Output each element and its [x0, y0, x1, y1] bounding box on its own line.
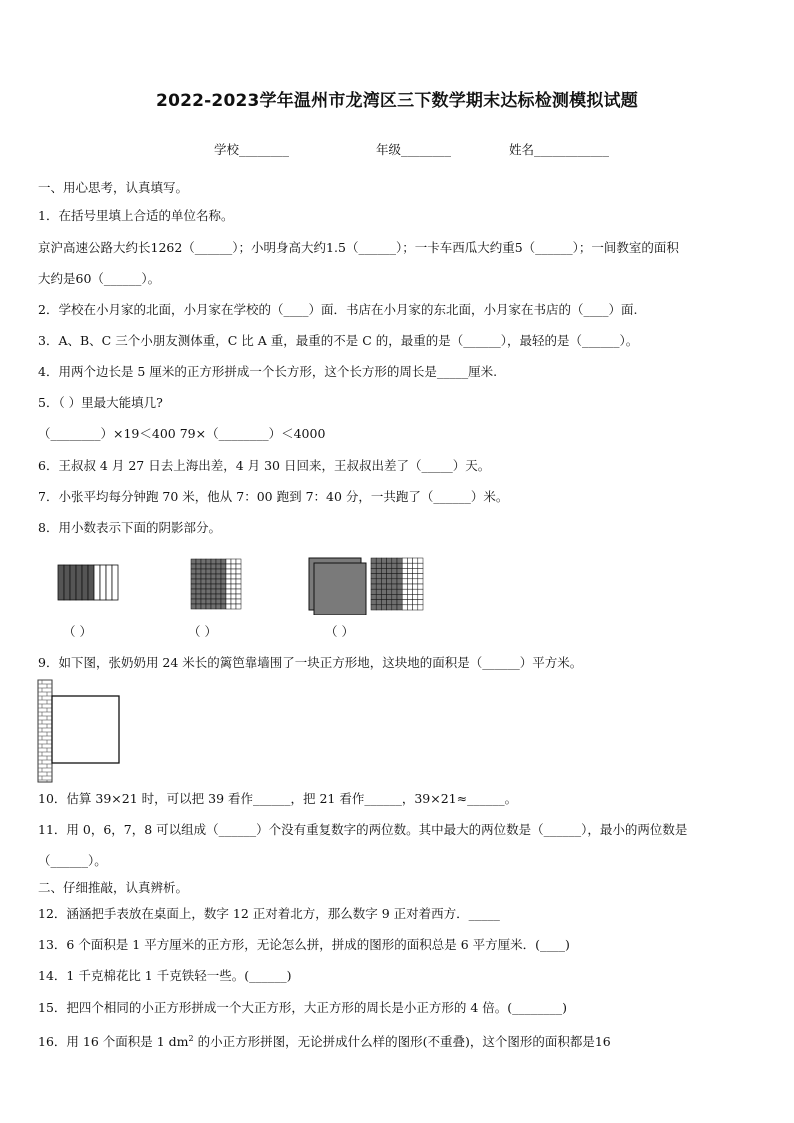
- hundredth-cell: [211, 599, 216, 604]
- hundredth-cell: [226, 569, 231, 574]
- grade-blank[interactable]: ________: [401, 142, 452, 157]
- hundredth-cell: [418, 584, 423, 589]
- hundredth-cell: [221, 574, 226, 579]
- question-16-text: 16．用 16 个面积是 1 dm: [38, 1034, 189, 1050]
- hundredth-cell: [407, 605, 412, 610]
- hundredth-cell: [387, 589, 392, 594]
- hundredth-cell: [371, 568, 376, 573]
- hundredth-cell: [221, 579, 226, 584]
- hundredth-cell: [196, 594, 201, 599]
- hundredth-cell: [191, 594, 196, 599]
- hundredth-cell: [206, 584, 211, 589]
- hundredth-cell: [407, 568, 412, 573]
- question-5-line-a: （________）×19＜400 79×（________）＜4000: [38, 426, 326, 441]
- name-label: 姓名: [509, 142, 535, 157]
- hundredth-cell: [392, 574, 397, 579]
- hundredth-cell: [376, 594, 381, 599]
- hundredth-cell: [211, 579, 216, 584]
- hundredth-cell: [407, 574, 412, 579]
- hundredth-cell: [196, 564, 201, 569]
- hundredth-cell: [413, 605, 418, 610]
- hundredth-cell: [196, 604, 201, 609]
- hundredth-cell: [418, 563, 423, 568]
- hundredth-cell: [216, 579, 221, 584]
- hundredth-cell: [201, 559, 206, 564]
- question-2: 2．学校在小月家的北面，小月家在学校的（____）面．书店在小月家的东北面，小月家在书店的（____）面.: [38, 302, 638, 317]
- hundredth-cell: [387, 558, 392, 563]
- name-field: [509, 140, 609, 158]
- hundredth-cell: [231, 604, 236, 609]
- hundredth-cell: [221, 599, 226, 604]
- hundredth-cell: [221, 569, 226, 574]
- hundredth-cell: [211, 574, 216, 579]
- hundredth-cell: [371, 558, 376, 563]
- hundredth-cell: [196, 589, 201, 594]
- hundredth-cell: [376, 579, 381, 584]
- hundredth-cell: [216, 594, 221, 599]
- hundredth-cell: [196, 579, 201, 584]
- hundredth-cell: [236, 584, 241, 589]
- school-label: 学校: [214, 142, 240, 157]
- hundredth-cell: [191, 604, 196, 609]
- question-16-text-continued: 的小正方形拼图，无论拼成什么样的图形(不重叠)，这个图形的面积都是16: [193, 1034, 611, 1050]
- hundredth-cell: [392, 584, 397, 589]
- hundredth-cell: [413, 589, 418, 594]
- hundredth-cell: [418, 600, 423, 605]
- section-2-heading: 二、仔细推敲，认真辨析。: [38, 880, 189, 895]
- hundredth-cell: [226, 574, 231, 579]
- hundredth-cell: [381, 558, 386, 563]
- hundredth-cell: [196, 569, 201, 574]
- hundredth-cell: [392, 600, 397, 605]
- question-1: 1．在括号里填上合适的单位名称。: [38, 208, 234, 223]
- hundredth-cell: [402, 558, 407, 563]
- hundredth-cell: [397, 563, 402, 568]
- hundredth-cell: [191, 564, 196, 569]
- grade-field: [376, 140, 451, 158]
- name-blank[interactable]: ____________: [534, 142, 610, 157]
- hundredth-cell: [376, 563, 381, 568]
- question-1-line-a: 京沪高速公路大约长1262（______）；小明身高大约1.5（______）；一卡车西瓜大约重5（______）；一间教室的面积: [38, 240, 679, 255]
- hundredth-cell: [392, 605, 397, 610]
- hundredth-cell: [226, 594, 231, 599]
- tenth-cell: [88, 565, 94, 600]
- hundredth-cell: [407, 584, 412, 589]
- hundred-grid-one: [191, 559, 241, 609]
- hundredth-cell: [206, 559, 211, 564]
- tenth-cell: [100, 565, 106, 600]
- hundredth-cell: [371, 574, 376, 579]
- hundredth-cell: [216, 569, 221, 574]
- hundredth-cell: [376, 584, 381, 589]
- hundredth-cell: [211, 594, 216, 599]
- hundredth-cell: [407, 558, 412, 563]
- hundredth-cell: [201, 579, 206, 584]
- hundredth-cell: [387, 600, 392, 605]
- hundredth-cell: [402, 563, 407, 568]
- hundredth-cell: [387, 605, 392, 610]
- hundredth-cell: [196, 574, 201, 579]
- hundredth-cell: [231, 589, 236, 594]
- hundredth-cell: [376, 568, 381, 573]
- hundredth-cell: [413, 563, 418, 568]
- hundredth-cell: [216, 599, 221, 604]
- hundredth-cell: [226, 579, 231, 584]
- hundredth-cell: [236, 574, 241, 579]
- hundredth-cell: [413, 594, 418, 599]
- hundredth-cell: [397, 600, 402, 605]
- hundredth-cell: [407, 594, 412, 599]
- hundredth-cell: [206, 599, 211, 604]
- figure-answer-3[interactable]: （ ）: [325, 624, 354, 639]
- fenced-square: [52, 696, 119, 763]
- hundredth-cell: [397, 605, 402, 610]
- hundredth-cell: [221, 589, 226, 594]
- hundredth-cell: [381, 574, 386, 579]
- hundredth-cell: [231, 559, 236, 564]
- hundredth-cell: [231, 584, 236, 589]
- hundredth-cell: [371, 605, 376, 610]
- hundredth-cell: [381, 584, 386, 589]
- hundredth-cell: [201, 594, 206, 599]
- tenth-cell: [94, 565, 100, 600]
- hundredth-cell: [407, 600, 412, 605]
- hundredth-cell: [397, 558, 402, 563]
- hundredth-cell: [402, 584, 407, 589]
- hundredth-cell: [206, 589, 211, 594]
- tenth-cell: [70, 565, 76, 600]
- hundredth-cell: [211, 584, 216, 589]
- hundredth-cell: [211, 564, 216, 569]
- school-field: [214, 140, 289, 158]
- square-unit-exponent: 2: [188, 1034, 194, 1043]
- hundredth-cell: [206, 579, 211, 584]
- hundredth-cell: [418, 568, 423, 573]
- hundredth-cell: [226, 564, 231, 569]
- hundredth-cell: [191, 569, 196, 574]
- hundredth-cell: [211, 559, 216, 564]
- hundredth-cell: [191, 584, 196, 589]
- hundredth-cell: [191, 559, 196, 564]
- hundredth-cell: [376, 558, 381, 563]
- hundredth-cell: [196, 559, 201, 564]
- hundredth-cell: [381, 605, 386, 610]
- hundredth-cell: [397, 574, 402, 579]
- hundredth-cell: [201, 599, 206, 604]
- hundredth-cell: [413, 600, 418, 605]
- hundredth-cell: [413, 558, 418, 563]
- hundredth-cell: [216, 589, 221, 594]
- hundredth-cell: [397, 589, 402, 594]
- hundredth-cell: [376, 600, 381, 605]
- hundredth-cell: [236, 569, 241, 574]
- grade-label: 年级: [376, 142, 402, 157]
- hundredth-cell: [231, 579, 236, 584]
- hundredth-cell: [216, 559, 221, 564]
- hundredth-cell: [371, 589, 376, 594]
- hundredth-cell: [392, 568, 397, 573]
- brick-wall: [38, 680, 52, 782]
- hundredth-cell: [236, 594, 241, 599]
- hundredth-cell: [371, 563, 376, 568]
- hundredth-cell: [226, 584, 231, 589]
- hundredth-cell: [206, 569, 211, 574]
- tenth-cell: [64, 565, 70, 600]
- hundredth-cell: [418, 574, 423, 579]
- hundredth-cell: [206, 564, 211, 569]
- hundredth-cell: [371, 594, 376, 599]
- question-9: 9．如下图，张奶奶用 24 米长的篱笆靠墙围了一块正方形地，这块地的面积是（______）平方米。: [38, 655, 583, 670]
- hundredth-cell: [211, 569, 216, 574]
- hundredth-cell: [221, 564, 226, 569]
- hundredth-cell: [231, 569, 236, 574]
- hundredth-cell: [387, 574, 392, 579]
- hundredth-cell: [413, 568, 418, 573]
- hundredth-cell: [221, 559, 226, 564]
- hundredth-cell: [371, 600, 376, 605]
- hundredth-cell: [191, 574, 196, 579]
- decimal-shading-figures: [50, 555, 440, 615]
- hundredth-cell: [216, 574, 221, 579]
- question-13: 13．6 个面积是 1 平方厘米的正方形，无论怎么拼，拼成的图形的面积总是 6 平方厘米．(____): [38, 937, 570, 952]
- school-blank[interactable]: ________: [239, 142, 290, 157]
- hundredth-cell: [402, 605, 407, 610]
- hundredth-cell: [392, 589, 397, 594]
- hundredth-cell: [381, 600, 386, 605]
- hundredth-cell: [236, 589, 241, 594]
- hundredth-cell: [381, 568, 386, 573]
- hundredth-cell: [221, 604, 226, 609]
- hundredth-cell: [376, 605, 381, 610]
- hundredth-cell: [407, 579, 412, 584]
- hundredth-cell: [397, 579, 402, 584]
- hundredth-cell: [226, 589, 231, 594]
- tenth-cell: [58, 565, 64, 600]
- question-6: 6．王叔叔 4 月 27 日去上海出差，4 月 30 日回来，王叔叔出差了（_____）天。: [38, 458, 491, 473]
- question-11: 11．用 0，6，7，8 可以组成（______）个没有重复数字的两位数。其中最大的两位数是（______），最小的两位数是: [38, 822, 688, 837]
- hundredth-cell: [191, 579, 196, 584]
- hundredth-cell: [381, 563, 386, 568]
- hundredth-cell: [376, 574, 381, 579]
- hundredth-cell: [191, 589, 196, 594]
- hundredth-cell: [226, 559, 231, 564]
- hundredth-cell: [402, 589, 407, 594]
- hundredth-cell: [236, 604, 241, 609]
- hundredth-cell: [231, 594, 236, 599]
- hundredth-cell: [402, 579, 407, 584]
- question-12: 12．涵涵把手表放在桌面上，数字 12 正对着北方，那么数字 9 正对着西方．_____: [38, 906, 500, 921]
- hundredth-cell: [376, 589, 381, 594]
- hundredth-cell: [216, 564, 221, 569]
- hundredth-cell: [413, 584, 418, 589]
- hundredth-cell: [236, 599, 241, 604]
- hundredth-cell: [402, 574, 407, 579]
- question-8: 8．用小数表示下面的阴影部分。: [38, 520, 221, 535]
- hundred-grid-two: [371, 558, 423, 610]
- question-7: 7．小张平均每分钟跑 70 米，他从 7：00 跑到 7：40 分，一共跑了（______）米。: [38, 489, 509, 504]
- hundredth-cell: [397, 568, 402, 573]
- hundredth-cell: [231, 599, 236, 604]
- hundredth-cell: [201, 564, 206, 569]
- hundredth-cell: [201, 604, 206, 609]
- question-4: 4．用两个边长是 5 厘米的正方形拼成一个长方形，这个长方形的周长是_____厘米.: [38, 364, 498, 379]
- hundredth-cell: [392, 594, 397, 599]
- hundredth-cell: [418, 558, 423, 563]
- shaded-unit-square: [309, 558, 366, 615]
- hundredth-cell: [231, 564, 236, 569]
- hundredth-cell: [381, 589, 386, 594]
- hundredth-cell: [413, 579, 418, 584]
- page-title: 2022-2023学年温州市龙湾区三下数学期末达标检测模拟试题: [156, 91, 638, 111]
- hundredth-cell: [387, 594, 392, 599]
- question-10: 10．估算 39×21 时，可以把 39 看作______，把 21 看作______，39×21≈______。: [38, 791, 518, 806]
- question-1-line-b: 大约是60（______）。: [38, 271, 161, 286]
- hundredth-cell: [397, 594, 402, 599]
- hundredth-cell: [211, 589, 216, 594]
- question-15: 15．把四个相同的小正方形拼成一个大正方形，大正方形的周长是小正方形的 4 倍。(________): [38, 1000, 568, 1015]
- question-14: 14．1 千克棉花比 1 千克铁轻一些。(______): [38, 968, 292, 983]
- hundredth-cell: [402, 568, 407, 573]
- hundredth-cell: [216, 584, 221, 589]
- fence-wall-figure: [36, 678, 126, 784]
- figure-answer-2[interactable]: （ ）: [188, 624, 217, 639]
- hundredth-cell: [392, 558, 397, 563]
- hundredth-cell: [221, 594, 226, 599]
- hundredth-cell: [206, 604, 211, 609]
- hundredth-cell: [371, 579, 376, 584]
- hundredth-cell: [196, 599, 201, 604]
- question-5: 5．（ ）里最大能填几?: [38, 395, 163, 410]
- hundredth-cell: [413, 574, 418, 579]
- hundredth-cell: [211, 604, 216, 609]
- question-16: [38, 1031, 758, 1050]
- hundredth-cell: [236, 564, 241, 569]
- hundredth-cell: [371, 584, 376, 589]
- tenths-bar: [58, 565, 118, 600]
- tenth-cell: [82, 565, 88, 600]
- hundredth-cell: [226, 599, 231, 604]
- question-11-line-b: （______）。: [38, 853, 107, 868]
- hundredth-cell: [402, 594, 407, 599]
- hundredth-cell: [221, 584, 226, 589]
- figure-answer-1[interactable]: （ ）: [63, 624, 92, 639]
- hundredth-cell: [418, 594, 423, 599]
- hundredth-cell: [397, 584, 402, 589]
- hundredth-cell: [231, 574, 236, 579]
- hundredth-cell: [381, 594, 386, 599]
- hundredth-cell: [196, 584, 201, 589]
- hundredth-cell: [402, 600, 407, 605]
- hundredth-cell: [418, 605, 423, 610]
- hundredth-cell: [418, 579, 423, 584]
- hundredth-cell: [392, 563, 397, 568]
- hundredth-cell: [201, 589, 206, 594]
- hundredth-cell: [216, 604, 221, 609]
- hundredth-cell: [387, 584, 392, 589]
- hundredth-cell: [206, 574, 211, 579]
- hundredth-cell: [236, 579, 241, 584]
- hundredth-cell: [392, 579, 397, 584]
- hundredth-cell: [201, 569, 206, 574]
- hundredth-cell: [191, 599, 196, 604]
- hundredth-cell: [387, 579, 392, 584]
- tenth-cell: [106, 565, 112, 600]
- hundredth-cell: [236, 559, 241, 564]
- hundredth-cell: [387, 568, 392, 573]
- section-1-heading: 一、用心思考，认真填写。: [38, 180, 189, 195]
- hundredth-cell: [226, 604, 231, 609]
- hundredth-cell: [407, 589, 412, 594]
- tenth-cell: [76, 565, 82, 600]
- hundredth-cell: [407, 563, 412, 568]
- hundredth-cell: [206, 594, 211, 599]
- hundredth-cell: [201, 584, 206, 589]
- hundredth-cell: [381, 579, 386, 584]
- hundredth-cell: [201, 574, 206, 579]
- tenth-cell: [112, 565, 118, 600]
- hundredth-cell: [387, 563, 392, 568]
- question-3: 3．A、B、C 三个小朋友测体重，C 比 A 重，最重的不是 C 的，最重的是（______），最轻的是（______）。: [38, 333, 639, 348]
- hundredth-cell: [418, 589, 423, 594]
